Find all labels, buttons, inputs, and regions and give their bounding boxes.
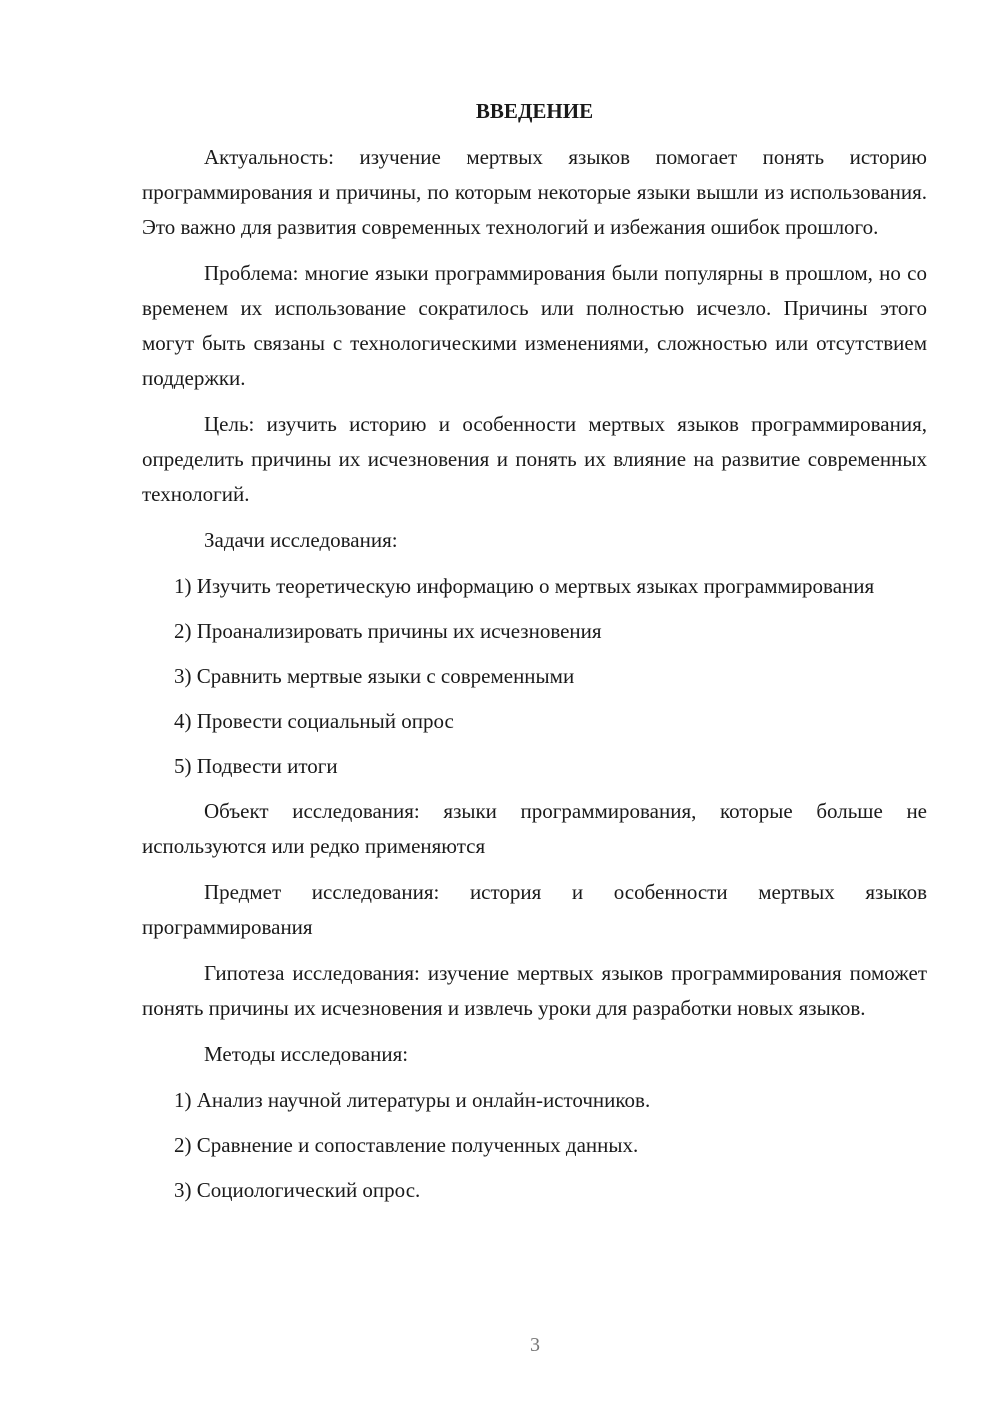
- task-item-1: 1) Изучить теоретическую информацию о мертвых языках программирования: [174, 574, 875, 598]
- methods-heading: Методы исследования:: [204, 1042, 409, 1066]
- paragraph-hypothesis: Гипотеза исследования: изучение мертвых языков программирования поможет понять причины их исчезновения и извлечь уроки для разработки новых языков.: [142, 961, 927, 1020]
- method-item-1: 1) Анализ научной литературы и онлайн-источников.: [174, 1088, 651, 1112]
- paragraph-goal: Цель: изучить историю и особенности мертвых языков программирования, определить причины их исчезновения и понять их влияние на развитие современных технологий.: [142, 412, 927, 506]
- paragraph-relevance: Актуальность: изучение мертвых языков помогает понять историю программирования и причины, по которым некоторые языки вышли из использования. Это важно для развития современных технологий и избежания ошибок прошлого.: [142, 145, 927, 239]
- page-number: 3: [530, 1334, 540, 1356]
- paragraph-problem: Проблема: многие языки программирования были популярны в прошлом, но со временем их использование сократилось или полностью исчезло. Причины этого могут быть связаны с технологическими изменениями, сложностью или отсутствием поддержки.: [142, 261, 927, 390]
- method-item-2: 2) Сравнение и сопоставление полученных данных.: [174, 1133, 639, 1157]
- task-item-4: 4) Провести социальный опрос: [174, 709, 454, 733]
- section-title: ВВЕДЕНИЕ: [475, 99, 594, 123]
- tasks-heading: Задачи исследования:: [204, 528, 398, 552]
- paragraph-subject: Предмет исследования: история и особенности мертвых языков программирования: [142, 880, 927, 939]
- method-item-3: 3) Социологический опрос.: [174, 1178, 421, 1202]
- task-item-5: 5) Подвести итоги: [174, 754, 338, 778]
- page-content: [142, 96, 927, 1218]
- task-item-2: 2) Проанализировать причины их исчезновения: [174, 619, 602, 643]
- task-item-3: 3) Сравнить мертвые языки с современными: [174, 664, 575, 688]
- paragraph-object: Объект исследования: языки программирования, которые больше не используются или редко применяются: [142, 799, 927, 858]
